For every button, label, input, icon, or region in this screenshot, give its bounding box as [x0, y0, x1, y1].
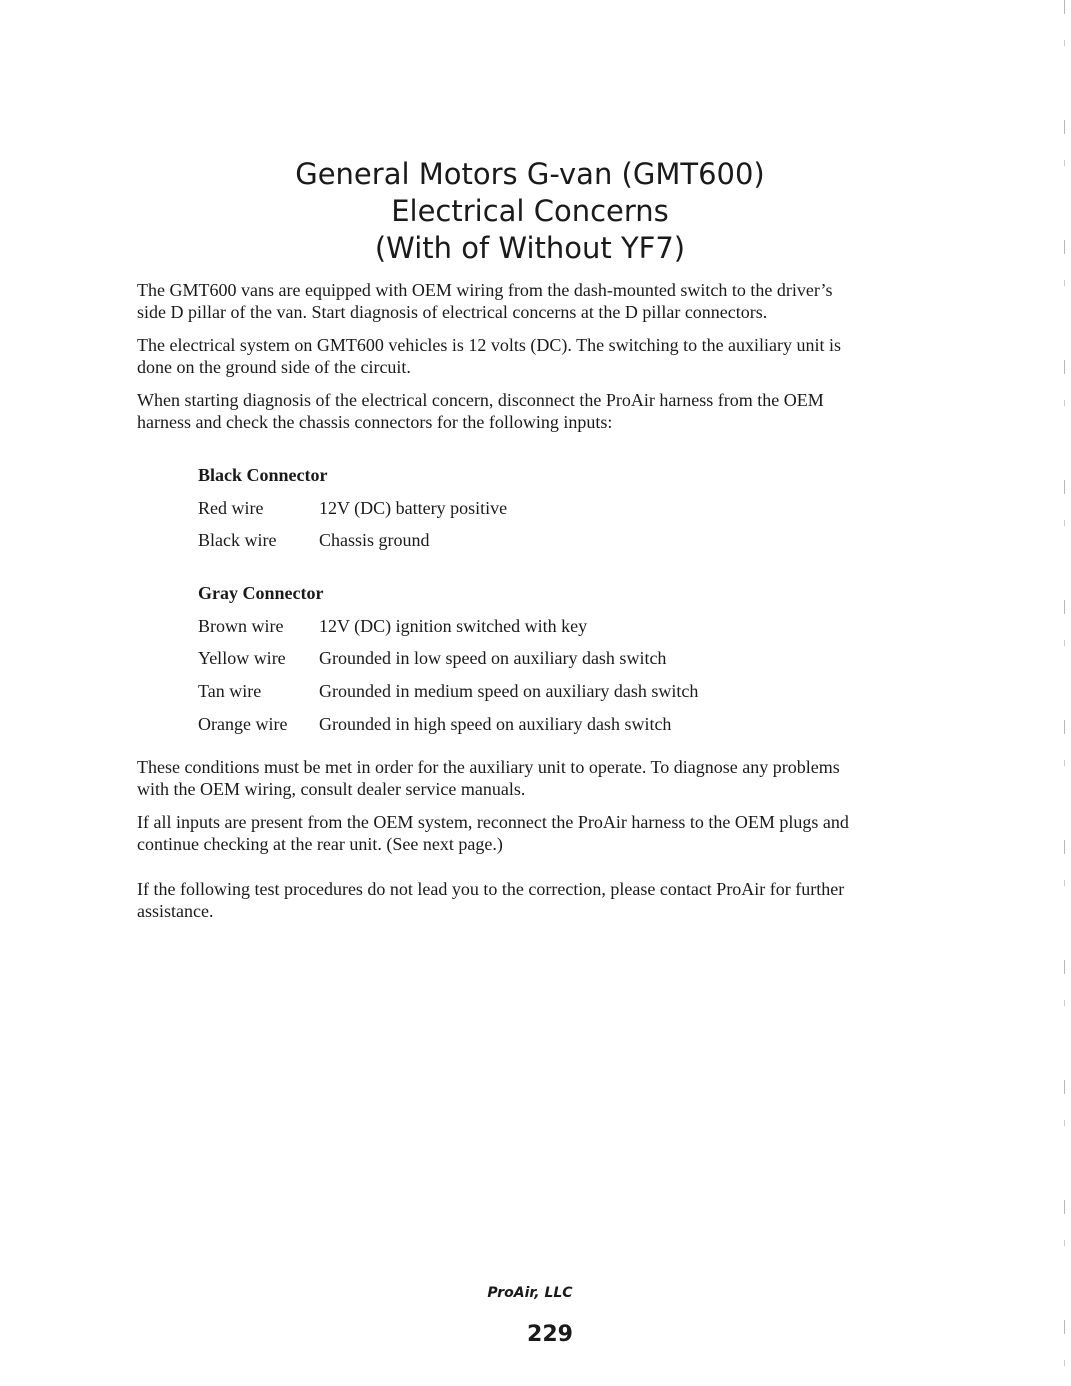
title-line-3: (With of Without YF7)	[374, 231, 686, 265]
table-row	[198, 647, 666, 669]
table-row	[198, 497, 507, 519]
wire-name: Brown wire	[198, 616, 284, 636]
wire-description: Grounded in low speed on auxiliary dash switch	[319, 648, 667, 668]
closing-paragraph-1	[137, 756, 937, 800]
closing-p1-line-1: These conditions must be met in order for the auxiliary unit to operate. To diagnose any problems	[137, 757, 840, 777]
gray-connector-heading: Gray Connector	[198, 583, 324, 603]
wire-name: Black wire	[198, 530, 277, 550]
page-title	[0, 156, 1060, 267]
black-connector-heading: Black Connector	[198, 465, 328, 485]
table-row	[198, 529, 430, 551]
intro-paragraph-1	[137, 279, 937, 323]
intro-p2-line-2: done on the ground side of the circuit.	[137, 357, 411, 377]
intro-p3-line-1: When starting diagnosis of the electrical concern, disconnect the ProAir harness from the OEM	[137, 390, 824, 410]
closing-p2-line-2: continue checking at the rear unit. (See next page.)	[137, 834, 503, 854]
wire-name: Orange wire	[198, 714, 288, 734]
closing-paragraph-2	[137, 811, 937, 855]
table-row	[198, 680, 698, 702]
title-line-1: General Motors G-van (GMT600)	[295, 157, 765, 191]
wire-name: Yellow wire	[198, 648, 286, 668]
wire-description: Grounded in medium speed on auxiliary dash switch	[319, 681, 699, 701]
table-row	[198, 615, 587, 637]
intro-p1-line-1: The GMT600 vans are equipped with OEM wiring from the dash-mounted switch to the driver’s	[137, 280, 833, 300]
wire-description: 12V (DC) ignition switched with key	[319, 616, 588, 636]
wire-name: Red wire	[198, 498, 264, 518]
intro-p2-line-1: The electrical system on GMT600 vehicles is 12 volts (DC). The switching to the auxiliary unit is	[137, 335, 842, 355]
intro-paragraph-2	[137, 334, 937, 378]
closing-p2-line-1: If all inputs are present from the OEM system, reconnect the ProAir harness to the OEM plugs and	[137, 812, 849, 832]
closing-p3-line-1: If the following test procedures do not lead you to the correction, please contact ProAir for further	[137, 879, 845, 899]
wire-name: Tan wire	[198, 681, 262, 701]
closing-p3-line-2: assistance.	[137, 901, 214, 921]
intro-p1-line-2: side D pillar of the van. Start diagnosis of electrical concerns at the D pillar connectors.	[137, 302, 768, 322]
scan-edge-artifact	[1064, 0, 1065, 1386]
footer-company: ProAir, LLC	[487, 1285, 573, 1301]
closing-paragraph-3	[137, 878, 937, 922]
title-line-2: Electrical Concerns	[391, 194, 669, 228]
wire-description: 12V (DC) battery positive	[319, 498, 508, 518]
page-number: 229	[527, 1322, 573, 1347]
intro-p3-line-2: harness and check the chassis connectors for the following inputs:	[137, 412, 613, 432]
wire-description: Grounded in high speed on auxiliary dash switch	[319, 714, 672, 734]
intro-paragraph-3	[137, 389, 937, 433]
table-row	[198, 713, 671, 735]
wire-description: Chassis ground	[319, 530, 430, 550]
closing-p1-line-2: with the OEM wiring, consult dealer service manuals.	[137, 779, 526, 799]
